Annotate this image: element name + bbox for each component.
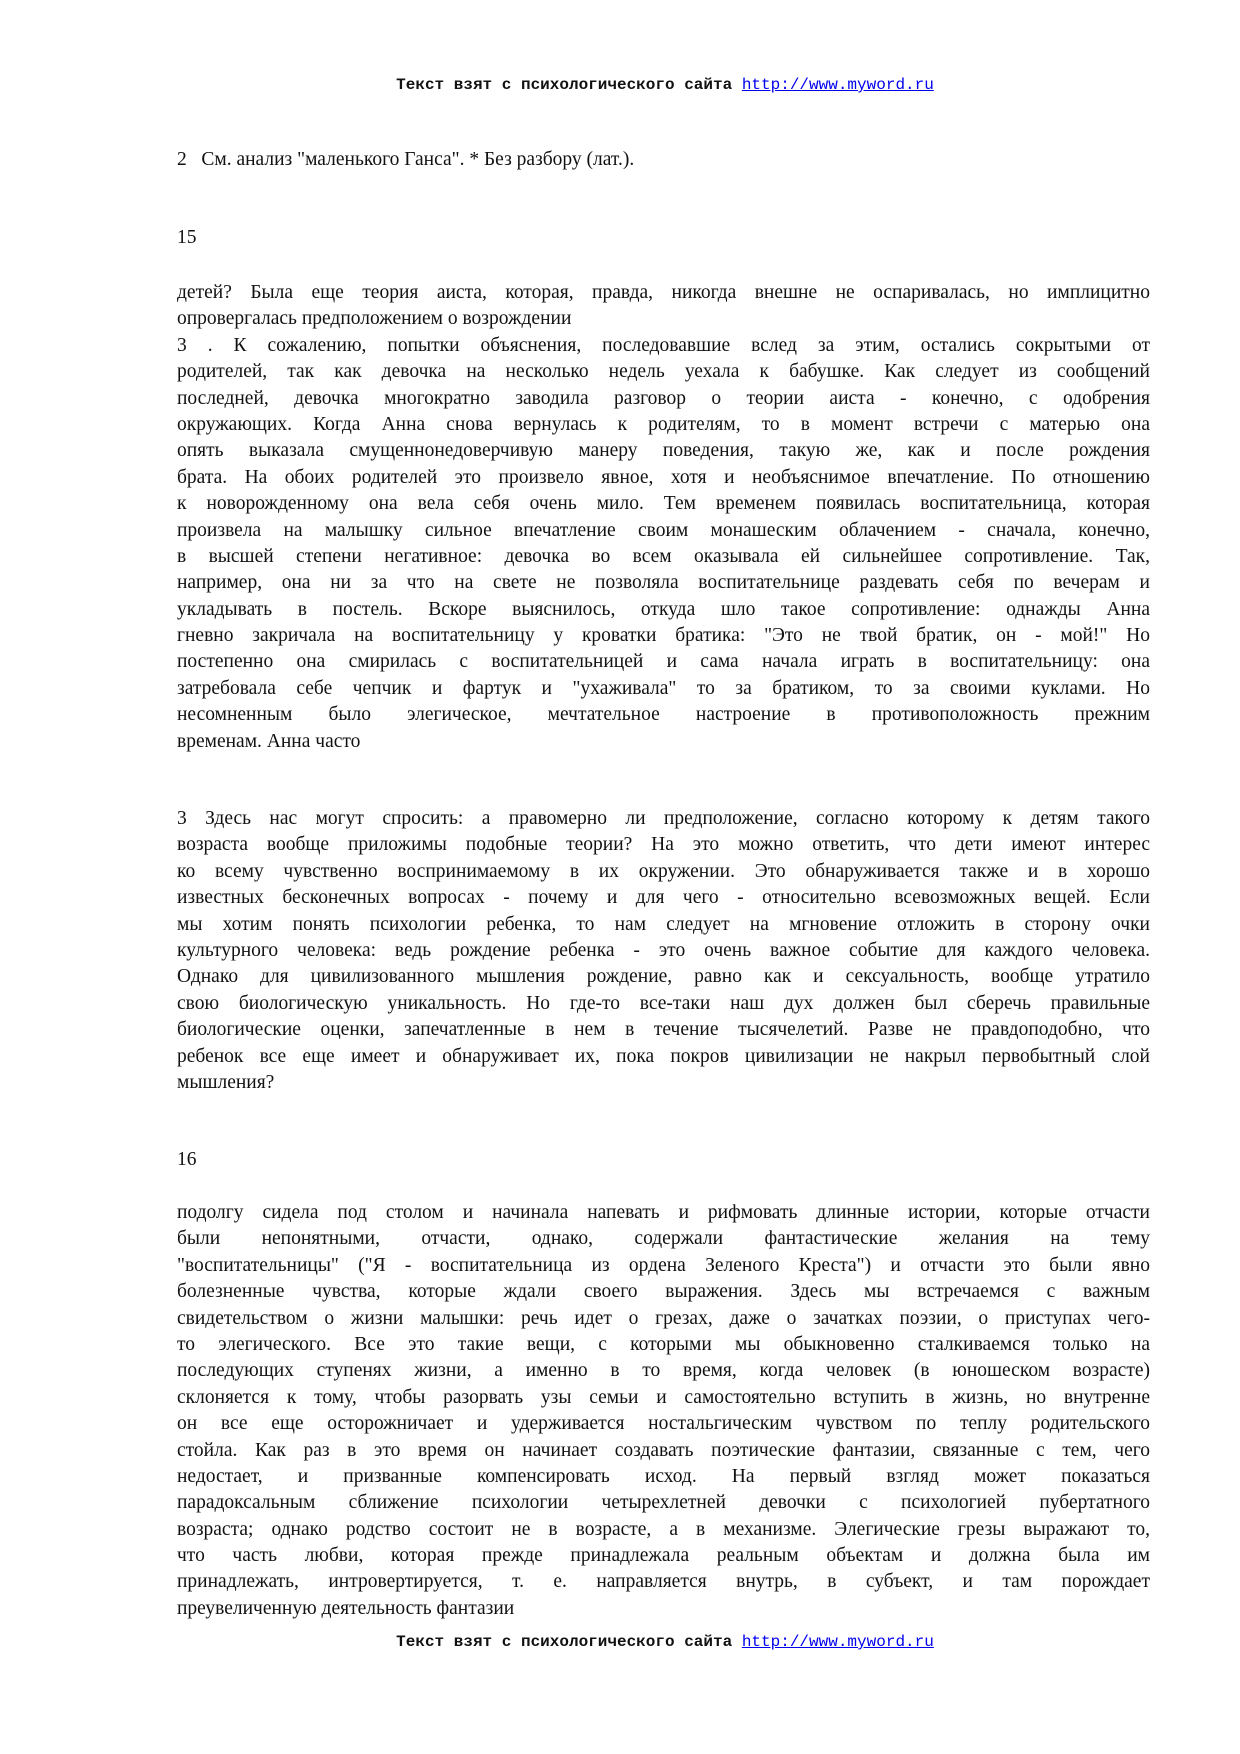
text-line: то элегического. Все это такие вещи, с которыми мы обыкновенно сталкиваемся только на — [177, 1333, 1150, 1355]
text-line: склоняется к тому, чтобы разорвать узы семьи и самостоятельно вступить в жизнь, но внутренне — [177, 1386, 1150, 1408]
text-line: известных бесконечных вопросах - почему и для чего - относительно всевозможных вещей. Если — [177, 887, 1150, 909]
page-number: 15 — [177, 227, 197, 248]
text-line: культурного человека: ведь рождение ребенка - это очень важное событие для каждого человека. — [177, 939, 1150, 961]
text-line: детей? Была еще теория аиста, которая, правда, никогда внешне не оспаривалась, но имплицитно — [177, 282, 1150, 303]
text-line: опять выказала смущеннонедоверчивую манеру поведения, такую же, как и после рождения — [177, 440, 1150, 462]
text-line: окружающих. Когда Анна снова вернулась к родителям, то в момент встречи с матерью она — [177, 413, 1150, 435]
text-line: что часть любви, которая прежде принадлежала реальным объектам и должна была им — [177, 1545, 1150, 1567]
text-line: постепенно она смирилась с воспитательницей и сама начала играть в воспитательницу: она — [177, 651, 1150, 673]
page-footer — [0, 1631, 1240, 1653]
header-link[interactable]: http://www.myword.ru — [741, 76, 934, 94]
text-line: возраста вообще приложимы подобные теории? На это можно ответить, что дети имеют интерес — [177, 834, 1150, 856]
paragraph — [177, 280, 1150, 333]
text-line: последней, девочка многократно заводила разговор о теории аиста - конечно, с одобрения — [177, 387, 1150, 409]
text-line: подолгу сидела под столом и начинала напевать и рифмовать длинные истории, которые отчасти — [177, 1202, 1150, 1223]
text-line: мышления? — [177, 1071, 275, 1093]
text-line: произвела на малышку сильное впечатление своим монашеским облачением - сначала, конечно, — [177, 519, 1150, 541]
text-line: в высшей степени негативное: девочка во всем оказывала ей сильнейшее сопротивление. Так, — [177, 545, 1150, 567]
text-line: парадоксальным сближение психологии четырехлетней девочки с психологией пубертатного — [177, 1492, 1150, 1514]
text-line: мы хотим понять психологии ребенка, то нам следует на мгновение отложить в сторону очки — [177, 913, 1150, 935]
text-line: 3 Здесь нас могут спросить: а правомерно ли предположение, согласно которому к детям такого — [177, 808, 1150, 829]
text-line: возраста; однако родство состоит не в возрасте, а в механизме. Элегические грезы выражают то, — [177, 1518, 1150, 1540]
header-text: Текст взят с психологического сайта — [396, 76, 733, 94]
footnote-3 — [177, 806, 1150, 1096]
text-line: временам. Анна часто — [177, 730, 361, 752]
text-line: ребенок все еще имеет и обнаруживает их, пока покров цивилизации не накрыл первобытный слой — [177, 1045, 1150, 1067]
footnote-2 — [177, 147, 1150, 173]
text-line: стойла. Как раз в это время он начинает создавать поэтические фантазии, связанные с тем, чего — [177, 1439, 1150, 1461]
text-line: свидетельством о жизни малышки: речь идет о грезах, даже о зачатках поэзии, о приступах чего- — [177, 1307, 1150, 1329]
footnote-text: 2 См. анализ "маленького Ганса". * Без разбору (лат.). — [177, 149, 635, 170]
text-line: несомненным было элегическое, мечтательное настроение в противоположность прежним — [177, 704, 1150, 726]
text-line: опровергалась предположением о возрождении — [177, 308, 572, 330]
text-line: к новорожденному она вела себя очень мило. Тем временем появилась воспитательница, которая — [177, 493, 1150, 515]
text-line: были непонятными, отчасти, однако, содержали фантастические желания на тему — [177, 1228, 1150, 1250]
text-line: недостает, и призванные компенсировать исход. На первый взгляд может показаться — [177, 1465, 1150, 1487]
text-line: родителей, так как девочка на несколько недель уехала к бабушке. Как следует из сообщений — [177, 361, 1150, 383]
page-number: 16 — [177, 1149, 197, 1170]
text-line: брата. На обоих родителей это произвело явное, хотя и необъяснимое впечатление. По отношению — [177, 466, 1150, 488]
footer-link[interactable]: http://www.myword.ru — [741, 1633, 934, 1651]
text-line: гневно закричала на воспитательницу у кроватки братика: "Это не твой братик, он - мой!" Но — [177, 625, 1150, 647]
text-line: биологические оценки, запечатленные в нем в течение тысячелетий. Разве не правдоподобно, что — [177, 1019, 1150, 1041]
footer-text: Текст взят с психологического сайта — [396, 1633, 733, 1651]
paragraph — [177, 333, 1150, 755]
text-line: "воспитательницы" ("Я - воспитательница из ордена Зеленого Креста") и отчасти это были явно — [177, 1254, 1150, 1276]
text-line: он все еще осторожничает и удерживается ностальгическим чувством по теплу родительского — [177, 1413, 1150, 1435]
text-line: свою биологическую уникальность. Но где-то все-таки наш дух должен был сберечь правильные — [177, 992, 1150, 1014]
text-line: 3 . К сожалению, попытки объяснения, последовавшие вслед за этим, остались сокрытыми от — [177, 334, 1150, 356]
paragraph — [177, 1200, 1150, 1622]
page-number-16 — [177, 1147, 1150, 1173]
text-line: Однако для цивилизованного мышления рождение, равно как и сексуальность, вообще утратило — [177, 966, 1150, 988]
page-number-15 — [177, 225, 1150, 251]
text-line: последующих ступенях жизни, а именно в то время, когда человек (в юношеском возрасте) — [177, 1360, 1150, 1382]
text-line: болезненные чувства, которые ждали своего выражения. Здесь мы встречаемся с важным — [177, 1281, 1150, 1303]
text-line: принадлежать, интровертируется, т. е. направляется внутрь, в субъект, и там порождает — [177, 1571, 1150, 1593]
text-line: укладывать в постель. Вскоре выяснилось, откуда шло такое сопротивление: однажды Анна — [177, 598, 1150, 620]
page-header — [0, 74, 1240, 96]
text-line: например, она ни за что на свете не позволяла воспитательнице раздевать себя по вечерам и — [177, 572, 1150, 594]
text-line: преувеличенную деятельность фантазии — [177, 1597, 515, 1619]
text-line: затребовала себе чепчик и фартук и "ухаживала" то за братиком, то за своими куклами. Но — [177, 677, 1150, 699]
text-line: ко всему чувственно воспринимаемому в их окружении. Это обнаруживается также и в хорошо — [177, 860, 1150, 882]
